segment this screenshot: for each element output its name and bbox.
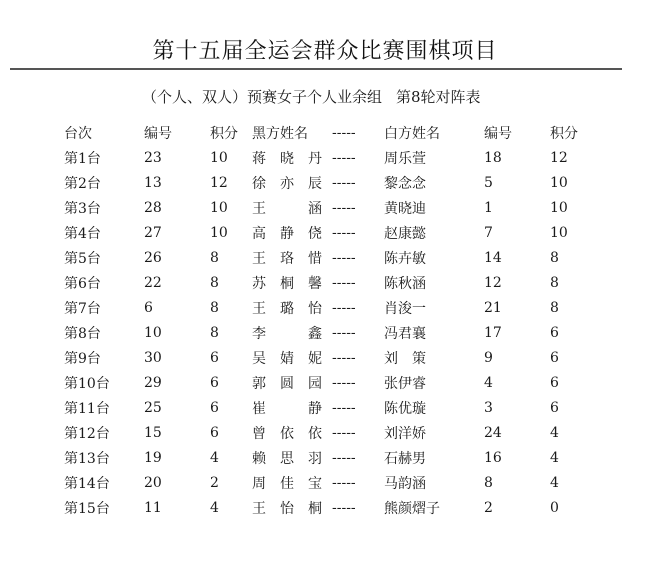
- cell-white-num: 17: [484, 324, 502, 341]
- cell-separator: -----: [332, 449, 356, 466]
- table-row: [64, 220, 590, 245]
- cell-white-num: 5: [484, 174, 493, 191]
- cell-black-score: 4: [210, 449, 219, 466]
- cell-black-name: 苏桐馨: [252, 275, 322, 292]
- document-subtitle: [142, 86, 481, 107]
- cell-separator: -----: [332, 349, 356, 366]
- cell-separator: -----: [332, 399, 356, 416]
- cell-separator: -----: [332, 424, 356, 441]
- cell-black-num: 11: [144, 499, 162, 516]
- cell-black-name: 崔 静: [252, 400, 322, 417]
- cell-black-name: 高静侥: [252, 225, 322, 242]
- cell-black-score: 4: [210, 499, 219, 516]
- cell-black-name: 王怡桐: [252, 500, 322, 517]
- cell-white-score: 4: [550, 424, 559, 441]
- cell-white-score: 12: [550, 149, 568, 166]
- cell-black-name: 徐亦辰: [252, 175, 322, 192]
- cell-black-score: 6: [210, 424, 219, 441]
- subtitle-round: 第8轮对阵表: [396, 88, 481, 106]
- cell-black-name: 周佳宝: [252, 475, 322, 492]
- cell-separator: -----: [332, 249, 356, 266]
- cell-table-no: 第1台: [64, 150, 101, 167]
- cell-table-no: 第6台: [64, 275, 101, 292]
- cell-white-num: 24: [484, 424, 502, 441]
- cell-black-name: 曾依依: [252, 425, 322, 442]
- cell-black-num: 20: [144, 474, 162, 491]
- cell-white-num: 18: [484, 149, 502, 166]
- cell-white-score: 0: [550, 499, 559, 516]
- cell-black-name: 王 涵: [252, 200, 322, 217]
- table-row: [64, 420, 590, 445]
- cell-black-name: 王珞惜: [252, 250, 322, 267]
- cell-separator: -----: [332, 224, 356, 241]
- table-row: [64, 320, 590, 345]
- cell-black-num: 6: [144, 299, 153, 316]
- cell-separator: -----: [332, 474, 356, 491]
- table-row: [64, 245, 590, 270]
- cell-table-no: 第15台: [64, 500, 110, 517]
- cell-white-name: 刘洋娇: [384, 425, 426, 442]
- header-separator: -----: [332, 124, 356, 141]
- cell-white-score: 8: [550, 299, 559, 316]
- cell-black-name: 吴婧妮: [252, 350, 322, 367]
- cell-white-num: 16: [484, 449, 502, 466]
- cell-black-score: 8: [210, 299, 219, 316]
- header-table-no: 台次: [64, 125, 92, 142]
- cell-table-no: 第14台: [64, 475, 110, 492]
- cell-separator: -----: [332, 499, 356, 516]
- cell-table-no: 第8台: [64, 325, 101, 342]
- cell-black-num: 30: [144, 349, 162, 366]
- cell-white-num: 1: [484, 199, 493, 216]
- table-row: [64, 495, 590, 520]
- table-row: [64, 295, 590, 320]
- cell-white-name: 马韵涵: [384, 475, 426, 492]
- cell-white-score: 4: [550, 449, 559, 466]
- cell-white-name: 陈卉敏: [384, 250, 426, 267]
- cell-white-name: 刘 策: [384, 350, 426, 367]
- cell-white-num: 21: [484, 299, 502, 316]
- table-row: [64, 345, 590, 370]
- cell-black-score: 10: [210, 149, 228, 166]
- cell-white-num: 9: [484, 349, 493, 366]
- title-divider: [10, 68, 622, 70]
- cell-black-num: 23: [144, 149, 162, 166]
- cell-white-name: 熊颜熠子: [384, 500, 440, 517]
- cell-separator: -----: [332, 374, 356, 391]
- cell-white-score: 6: [550, 374, 559, 391]
- cell-white-name: 张伊睿: [384, 375, 426, 392]
- cell-white-score: 10: [550, 174, 568, 191]
- cell-table-no: 第12台: [64, 425, 110, 442]
- cell-white-num: 14: [484, 249, 502, 266]
- cell-white-name: 黄晓迪: [384, 200, 426, 217]
- cell-white-num: 8: [484, 474, 493, 491]
- cell-black-num: 15: [144, 424, 162, 441]
- header-white-name: 白方姓名: [384, 125, 440, 142]
- cell-separator: -----: [332, 174, 356, 191]
- cell-black-num: 10: [144, 324, 162, 341]
- cell-white-score: 6: [550, 349, 559, 366]
- cell-table-no: 第2台: [64, 175, 101, 192]
- cell-black-num: 27: [144, 224, 162, 241]
- cell-white-num: 7: [484, 224, 493, 241]
- table-row: [64, 370, 590, 395]
- cell-separator: -----: [332, 199, 356, 216]
- table-row: [64, 470, 590, 495]
- header-black-num: 编号: [144, 125, 172, 142]
- cell-black-score: 6: [210, 374, 219, 391]
- cell-white-name: 石赫男: [384, 450, 426, 467]
- cell-table-no: 第9台: [64, 350, 101, 367]
- cell-white-name: 黎念念: [384, 175, 426, 192]
- cell-black-score: 2: [210, 474, 219, 491]
- cell-white-num: 3: [484, 399, 493, 416]
- cell-separator: -----: [332, 149, 356, 166]
- table-row: [64, 270, 590, 295]
- table-row: [64, 145, 590, 170]
- cell-black-num: 19: [144, 449, 162, 466]
- cell-black-score: 8: [210, 249, 219, 266]
- table-header-row: [64, 120, 590, 145]
- pairings-table: [64, 120, 590, 520]
- cell-white-num: 4: [484, 374, 493, 391]
- cell-black-score: 12: [210, 174, 228, 191]
- table-row: [64, 170, 590, 195]
- cell-separator: -----: [332, 299, 356, 316]
- cell-black-num: 22: [144, 274, 162, 291]
- cell-black-name: 王璐怡: [252, 300, 322, 317]
- cell-white-name: 陈优璇: [384, 400, 426, 417]
- cell-black-num: 28: [144, 199, 162, 216]
- cell-table-no: 第7台: [64, 300, 101, 317]
- cell-table-no: 第3台: [64, 200, 101, 217]
- cell-black-score: 10: [210, 224, 228, 241]
- cell-white-score: 8: [550, 249, 559, 266]
- cell-white-name: 赵康懿: [384, 225, 426, 242]
- cell-separator: -----: [332, 274, 356, 291]
- cell-table-no: 第13台: [64, 450, 110, 467]
- header-black-name: 黑方姓名: [252, 125, 308, 142]
- cell-white-num: 2: [484, 499, 493, 516]
- cell-white-score: 8: [550, 274, 559, 291]
- cell-white-name: 周乐萱: [384, 150, 426, 167]
- header-white-score: 积分: [550, 125, 578, 142]
- subtitle-category: （个人、双人）预赛女子个人业余组: [142, 88, 383, 106]
- cell-black-name: 郭圆园: [252, 375, 322, 392]
- cell-black-score: 10: [210, 199, 228, 216]
- cell-separator: -----: [332, 324, 356, 341]
- cell-black-name: 李 鑫: [252, 325, 322, 342]
- cell-table-no: 第4台: [64, 225, 101, 242]
- cell-white-num: 12: [484, 274, 502, 291]
- header-white-num: 编号: [484, 125, 512, 142]
- table-row: [64, 195, 590, 220]
- cell-black-score: 6: [210, 349, 219, 366]
- cell-black-num: 25: [144, 399, 162, 416]
- cell-white-score: 6: [550, 399, 559, 416]
- cell-white-name: 肖浚一: [384, 300, 426, 317]
- cell-white-score: 10: [550, 199, 568, 216]
- cell-black-num: 13: [144, 174, 162, 191]
- cell-black-score: 8: [210, 274, 219, 291]
- cell-black-name: 赖思羽: [252, 450, 322, 467]
- table-row: [64, 395, 590, 420]
- cell-table-no: 第11台: [64, 400, 110, 417]
- cell-white-score: 6: [550, 324, 559, 341]
- cell-black-score: 6: [210, 399, 219, 416]
- cell-white-score: 4: [550, 474, 559, 491]
- table-row: [64, 445, 590, 470]
- header-black-score: 积分: [210, 125, 238, 142]
- cell-black-num: 26: [144, 249, 162, 266]
- table-body: [64, 145, 590, 520]
- cell-white-name: 陈秋涵: [384, 275, 426, 292]
- cell-black-name: 蒋晓丹: [252, 150, 322, 167]
- cell-black-score: 8: [210, 324, 219, 341]
- cell-white-name: 冯君襄: [384, 325, 426, 342]
- cell-table-no: 第10台: [64, 375, 110, 392]
- document-title: 第十五届全运会群众比赛围棋项目: [152, 39, 498, 64]
- cell-table-no: 第5台: [64, 250, 101, 267]
- cell-white-score: 10: [550, 224, 568, 241]
- cell-black-num: 29: [144, 374, 162, 391]
